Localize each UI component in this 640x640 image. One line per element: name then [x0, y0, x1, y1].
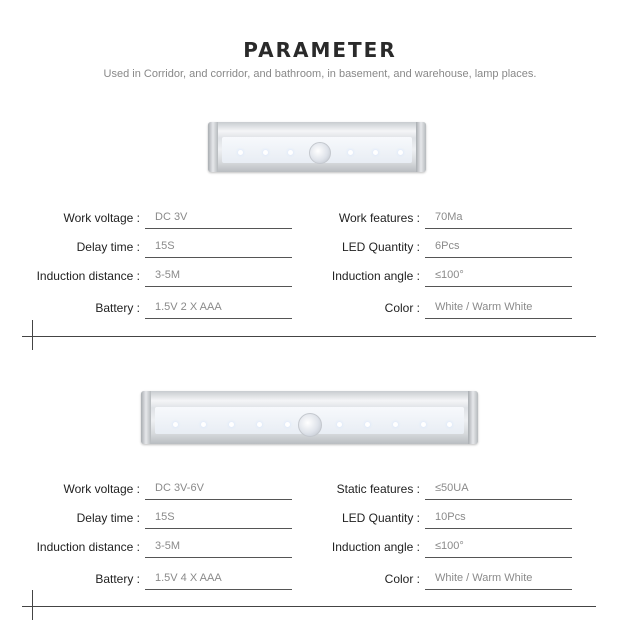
led-dot: [285, 422, 290, 427]
led-dot: [238, 150, 243, 155]
led-dot: [201, 422, 206, 427]
spec-label: Color :: [384, 301, 420, 315]
spec-underline: [145, 499, 292, 500]
spec-value: ≤100°: [435, 540, 464, 552]
spec-value: 6Pcs: [435, 240, 460, 252]
section-divider: [22, 606, 596, 607]
led-light-bar-10: [141, 391, 478, 444]
spec-label: Color :: [384, 572, 420, 586]
spec-underline: [425, 589, 572, 590]
spec-label: Induction angle :: [331, 540, 420, 554]
spec-label: Delay time :: [76, 240, 140, 254]
led-dot: [398, 150, 403, 155]
spec-value: DC 3V: [155, 211, 188, 223]
motion-sensor-icon: [309, 142, 331, 164]
spec-label: Battery :: [95, 301, 140, 315]
page-subtitle: Used in Corridor, and corridor, and bathroom, in basement, and warehouse, lamp places.: [103, 68, 537, 80]
spec-value: White / Warm White: [435, 301, 533, 313]
end-cap-left: [141, 391, 151, 444]
spec-underline: [145, 557, 292, 558]
spec-label: Battery :: [95, 572, 140, 586]
spec-label: Work features :: [338, 211, 420, 225]
spec-underline: [145, 528, 292, 529]
spec-label: Induction distance :: [36, 269, 140, 283]
spec-underline: [145, 257, 292, 258]
spec-value: ≤100°: [435, 269, 464, 281]
spec-underline: [145, 589, 292, 590]
led-dot: [373, 150, 378, 155]
spec-value: DC 3V-6V: [155, 482, 204, 494]
spec-value: ≤50UA: [435, 482, 469, 494]
divider-tick: [32, 590, 33, 620]
spec-label: Induction angle :: [331, 269, 420, 283]
end-cap-right: [416, 122, 426, 172]
spec-value: 3-5M: [155, 269, 181, 281]
led-dot: [257, 422, 262, 427]
end-cap-right: [468, 391, 478, 444]
page-title: PARAMETER: [243, 38, 397, 62]
spec-value: White / Warm White: [435, 572, 533, 584]
spec-value: 15S: [155, 511, 175, 523]
led-light-bar-6: [208, 122, 426, 172]
led-dot: [348, 150, 353, 155]
spec-label: Induction distance :: [36, 540, 140, 554]
spec-underline: [145, 286, 292, 287]
spec-label: LED Quantity :: [341, 240, 420, 254]
spec-underline: [425, 228, 572, 229]
spec-underline: [145, 228, 292, 229]
spec-label: Static features :: [336, 482, 420, 496]
led-dot: [337, 422, 342, 427]
spec-value: 10Pcs: [435, 511, 466, 523]
spec-underline: [425, 528, 572, 529]
spec-underline: [425, 286, 572, 287]
led-dot: [288, 150, 293, 155]
spec-value: 1.5V 2 X AAA: [155, 301, 222, 313]
spec-label: Work voltage :: [63, 211, 140, 225]
spec-value: 3-5M: [155, 540, 181, 552]
led-dot: [393, 422, 398, 427]
spec-value: 1.5V 4 X AAA: [155, 572, 222, 584]
led-dot: [447, 422, 452, 427]
spec-label: Delay time :: [76, 511, 140, 525]
led-dot: [173, 422, 178, 427]
led-dot: [229, 422, 234, 427]
spec-label: Work voltage :: [63, 482, 140, 496]
end-cap-left: [208, 122, 218, 172]
spec-underline: [425, 557, 572, 558]
led-dot: [421, 422, 426, 427]
spec-underline: [425, 257, 572, 258]
spec-underline: [145, 318, 292, 319]
spec-underline: [425, 499, 572, 500]
divider-tick: [32, 320, 33, 350]
spec-value: 15S: [155, 240, 175, 252]
spec-value: 70Ma: [435, 211, 463, 223]
led-dot: [263, 150, 268, 155]
led-dot: [365, 422, 370, 427]
spec-label: LED Quantity :: [341, 511, 420, 525]
spec-underline: [425, 318, 572, 319]
motion-sensor-icon: [298, 413, 322, 437]
section-divider: [22, 336, 596, 337]
